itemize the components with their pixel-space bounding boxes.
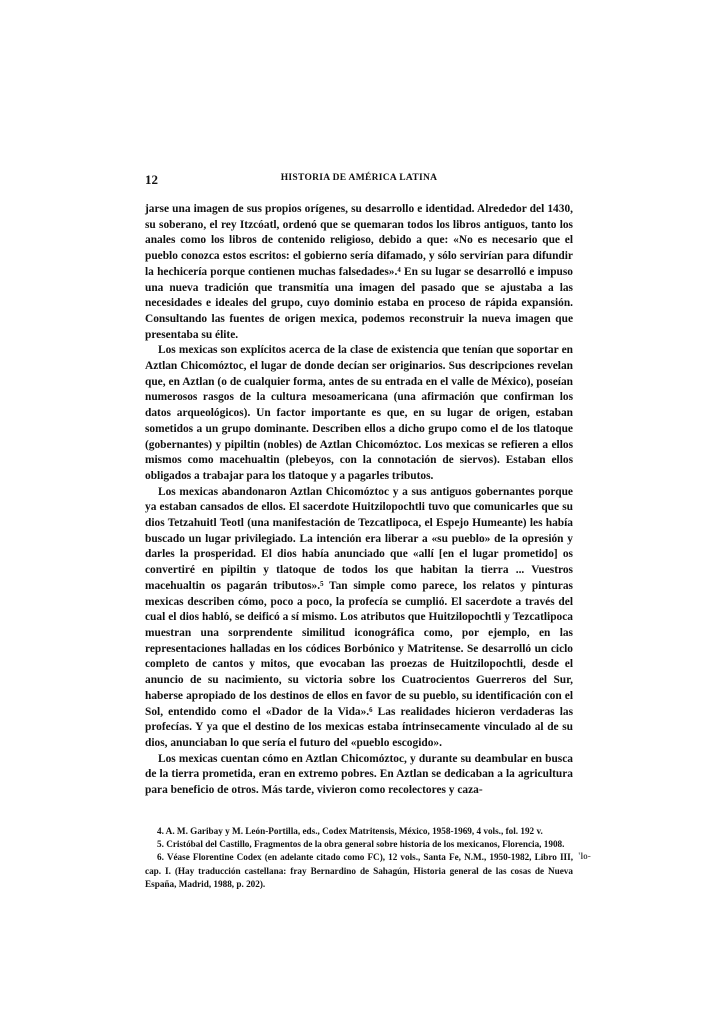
paragraph: jarse una imagen de sus propios orígenes, su desarrollo e identidad. Alrededor del 1430, su soberano, el rey Itzcóatl, ordenó que se quemaran todos los libros antiguos, tanto los anales como los libros de contenido religioso, debido a que: «No es necesario que el pueblo conozca estos escritos: el gobierno sería difamado, y sólo servirían para difundir la hechicería porque contienen muchas falsedades».⁴ En su lugar se desarrolló e impuso una nueva tradición que transmitía una imagen del pasado que se ajustaba a las necesidades e ideales del grupo, cuyo dominio estaba en proceso de rápida expansión. Consultando las fuentes de origen mexica, podemos reconstruir la nueva imagen que presentaba su élite.	[145, 203, 573, 341]
footnote: 4. A. M. Garibay y M. León-Portilla, eds., Codex Matritensis, México, 1958-1969, 4 vols., fol. 192 v.	[157, 826, 543, 836]
page-header	[145, 172, 573, 190]
margin-fragment: 'lo-	[578, 851, 591, 861]
paragraph: Los mexicas abandonaron Aztlan Chicomóztoc y a sus antiguos gobernantes porque ya estaban cansados de ellos. El sacerdote Huitzilopochtli tuvo que comunicarles que su dios Tetzahuitl Teotl (una manifestación de Tezcatlipoca, el Espejo Humeante) les había buscado un lugar privilegiado. La intención era liberar a «su pueblo» de la opresión y darles la prosperidad. El dios había anunciado que «allí [en el lugar prometido] os convertiré en pipiltin y tlatoque de todos los que habitan la tierra ... Vuestros macehualtin os pagarán tributos».⁵ Tan simple como parece, los relatos y pinturas mexicas describen cómo, poco a poco, la profecía se cumplió. El sacerdote a través del cual el dios habló, se deificó a sí mismo. Los atributos que Huitzilopochtli y Tezcatlipoca muestran una sorprendente similitud iconográfica como, por ejemplo, en las representaciones halladas en los códices Borbónico y Matritense. Se desarrolló un ciclo completo de cantos y mitos, que evocaban las proezas de Huitzilopochtli, desde el anuncio de su nacimiento, su victoria sobre los Cuatrocientos Guerreros del Sur, haberse apropiado de los destinos de ellos en favor de su pueblo, su identificación con el Sol, entendido como el «Dador de la Vida».⁶ Las realidades hicieron verdaderas las profecías. Y ya que el destino de los mexicas estaba íntrinsecamente vinculado al de su dios, anunciaban lo que sería el futuro del «pueblo escogido».	[145, 485, 573, 749]
page-number: 12	[145, 172, 158, 187]
paragraph: Los mexicas son explícitos acerca de la clase de existencia que tenían que soportar en Aztlan Chicomóztoc, el lugar de donde decían ser originarios. Sus descripciones revelan que, en Aztlan (o de cualquier forma, antes de su entrada en el valle de México), poseían numerosos rasgos de la cultura mesoamericana (una afirmación que confirman los datos arqueológicos). Un factor importante es que, en su lugar de origen, estaban sometidos a un grupo dominante. Describen ellos a dicho grupo como el de los tlatoque (gobernantes) y pipiltin (nobles) de Aztlan Chicomóztoc. Los mexicas se refieren a ellos mismos como macehualtin (plebeyos, con la connotación de siervos). Estaban ellos obligados a trabajar para los tlatoque y a pagarles tributos.	[145, 344, 573, 482]
footnote: 6. Véase Florentine Codex (en adelante citado como FC), 12 vols., Santa Fe, N.M., 1950-1982, Libro III, cap. I. (Hay traducción castellana: fray Bernardino de Sahagún, Historia general de las cosas de Nueva España, Madrid, 1988, p. 202).	[145, 852, 573, 889]
running-title: HISTORIA DE AMÉRICA LATINA	[280, 173, 438, 183]
footnote: 5. Cristóbal del Castillo, Fragmentos de la obra general sobre historia de los mexicanos, Florencia, 1908.	[157, 839, 565, 850]
footnotes	[145, 825, 573, 891]
paragraph: Los mexicas cuentan cómo en Aztlan Chicomóztoc, y durante su deambular en busca de la tierra prometida, eran en extremo pobres. En Aztlan se dedicaban a la agricultura para beneficio de otros. Más tarde, vivieron como recolectores y caza-	[145, 752, 573, 797]
main-text	[145, 202, 573, 799]
